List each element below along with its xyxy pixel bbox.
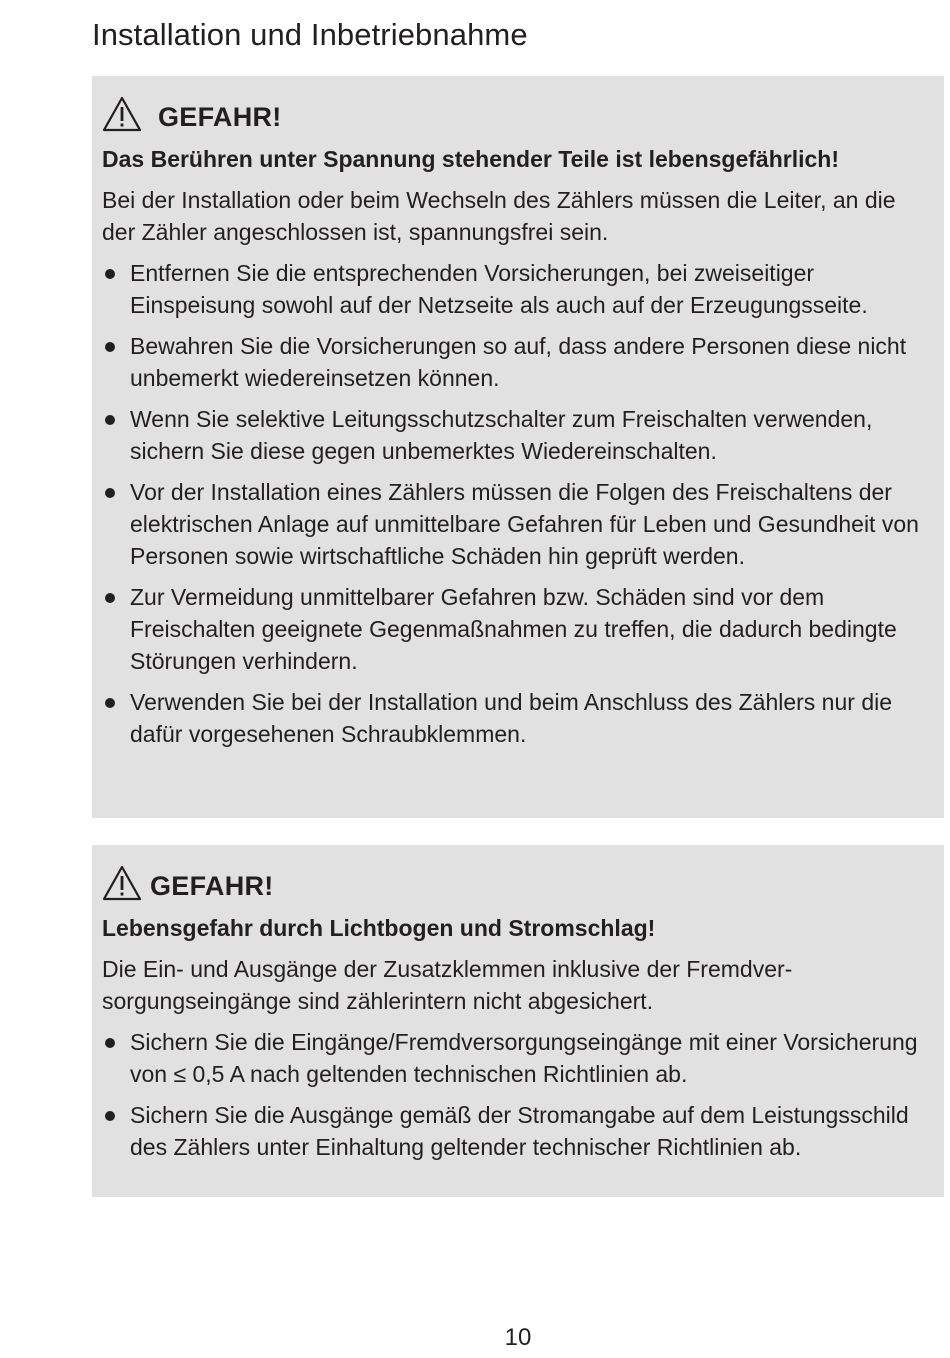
list-item: Wenn Sie selektive Leitungsschutzschalter zum Freischalten verwenden, sichern Sie diese gegen unbemerktes Wiedereinschalten. [102, 403, 934, 467]
danger-subtitle: Lebensgefahr durch Lichtbogen und Stromschlag! [102, 915, 656, 941]
danger-box-electric-shock [92, 76, 944, 818]
warning-triangle-icon [102, 96, 142, 132]
danger-title: GEFAHR! [150, 871, 274, 901]
danger-header [102, 853, 934, 901]
page-title: Installation und Inbetriebnahme [92, 17, 528, 52]
danger-header [102, 84, 934, 132]
list-item: Sichern Sie die Ausgänge gemäß der Stromangabe auf dem Leistungsschild des Zählers unter Einhaltung geltender technischer Richtlinien ab. [102, 1099, 934, 1163]
page-number: 10 [504, 1324, 532, 1351]
list-item: Verwenden Sie bei der Installation und beim Anschluss des Zählers nur die dafür vorgesehenen Schraubklemmen. [102, 686, 934, 750]
danger-description: Bei der Installation oder beim Wechseln des Zählers müssen die Leiter, an die der Zähler angeschlossen ist, spannungsfrei sein. [102, 187, 896, 245]
danger-box-arc-flash [92, 845, 944, 1197]
danger-subtitle: Das Berühren unter Spannung stehender Teile ist lebensgefährlich! [102, 146, 839, 172]
list-item: Zur Vermeidung unmittelbarer Gefahren bzw. Schäden sind vor dem Freischalten geeignete Gegenmaßnahmen zu treffen, die dadurch bedingte Störungen verhindern. [102, 581, 934, 677]
list-item: Vor der Installation eines Zählers müssen die Folgen des Freischaltens der elektrischen Anlage auf unmittelbare Gefahren für Leben und Gesundheit von Personen sowie wirtschaftliche Schäden hin geprüft werden. [102, 476, 934, 572]
list-item: Sichern Sie die Eingänge/Fremdversorgungseingänge mit einer Vorsicherung von ≤ 0,5 A nach geltenden technischen Richtlinien ab. [102, 1026, 934, 1090]
danger-title: GEFAHR! [158, 102, 282, 132]
danger-description: Die Ein- und Ausgänge der Zusatzklemmen inklusive der Fremdversorgungseingänge sind zählerintern nicht abgesichert. [102, 956, 793, 1014]
list-item: Entfernen Sie die entsprechenden Vorsicherungen, bei zweiseitiger Einspeisung sowohl auf der Netzseite als auch auf der Erzeugungsseite. [102, 257, 934, 321]
danger-instruction-list [102, 257, 934, 750]
danger-instruction-list [102, 1026, 934, 1163]
list-item: Bewahren Sie die Vorsicherungen so auf, dass andere Personen diese nicht unbemerkt wiedereinsetzen können. [102, 330, 934, 394]
warning-triangle-icon [102, 865, 142, 901]
